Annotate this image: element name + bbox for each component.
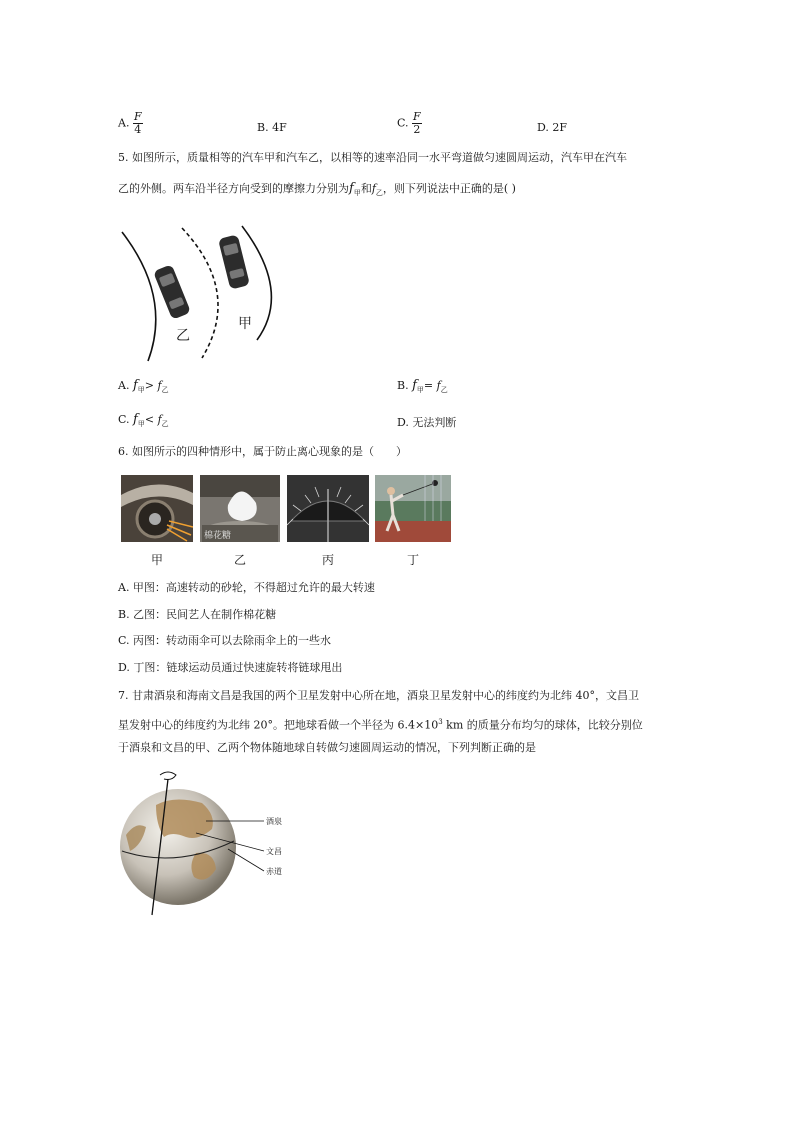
text: km 的质量分布均匀的球体，比较分别位 [442, 718, 643, 732]
cotton-candy-sign: 棉花糖 [204, 531, 232, 541]
q6-option-a[interactable]: A. 甲图：高速转动的砂轮，不得超过允许的最大转速 [118, 581, 375, 594]
rotation-arrow-icon [160, 772, 176, 780]
superscript: 3 [438, 718, 443, 726]
umbrella-image [287, 475, 369, 542]
relation: < [144, 413, 155, 426]
q5-option-c[interactable] [118, 412, 169, 429]
q4-option-d[interactable] [537, 121, 567, 134]
f-symbol: f [349, 181, 354, 196]
option-label: A. [118, 379, 130, 392]
q7-question-line2 [118, 715, 643, 733]
q6-option-c[interactable]: C. 丙图：转动雨伞可以去除雨伞上的一些水 [118, 634, 332, 647]
caption-yi: 乙 [233, 553, 246, 567]
option-label: A. [118, 116, 130, 130]
text: 乙的外侧。两车沿半径方向受到的摩擦力分别为 [118, 182, 349, 195]
q7-question-line3: 于酒泉和文昌的甲、乙两个物体随地球自转做匀速圆周运动的情况，下列判断正确的是 [118, 741, 536, 754]
subscript: 乙 [440, 386, 448, 395]
label-equator: 赤道 [266, 867, 282, 876]
car-yi-icon [153, 264, 191, 320]
subscript: 甲 [137, 420, 145, 429]
f-symbol: f [157, 413, 162, 426]
photo-hammer-throw [375, 475, 451, 542]
subscript: 甲 [416, 386, 424, 395]
curve-road-figure [114, 222, 282, 366]
q4-option-c[interactable] [397, 111, 422, 136]
q6-option-d[interactable]: D. 丁图：链球运动员通过快速旋转将链球甩出 [118, 661, 343, 674]
option-label: D. [397, 416, 409, 429]
caption-jia: 甲 [150, 553, 163, 567]
text: 和 [360, 182, 372, 195]
q5-option-a[interactable] [118, 378, 169, 395]
text: ，则下列说法中正确的是( ) [382, 182, 516, 195]
grinding-wheel-image [121, 475, 193, 542]
numerator: F [133, 110, 142, 123]
hammer-throw-image [375, 475, 451, 542]
subscript: 甲 [353, 189, 361, 198]
photo-cotton-candy [200, 475, 280, 542]
option-text: B. 4F [257, 121, 287, 134]
q5-question-line1: 5. 如图所示，质量相等的汽车甲和汽车乙，以相等的速率沿同一水平弯道做匀速圆周运动，汽车甲在汽车 [118, 151, 627, 164]
inner-road-edge [122, 232, 156, 361]
photo-umbrella [287, 475, 369, 542]
q5-option-b[interactable] [397, 378, 448, 395]
f-symbol: f [436, 379, 441, 392]
label-jiuquan: 酒泉 [266, 817, 282, 826]
option-text: D. 2F [537, 121, 568, 134]
car-label-yi: 乙 [176, 328, 190, 344]
option-label: B. [397, 379, 409, 392]
f-symbol: f [412, 378, 417, 393]
fraction-f-over-4 [133, 111, 143, 136]
globe-figure [116, 765, 276, 925]
option-label: C. [118, 413, 130, 426]
denominator: 4 [134, 123, 142, 136]
subscript: 乙 [375, 189, 383, 198]
f-symbol: f [133, 412, 138, 427]
q7-question-line1: 7. 甘肃酒泉和海南文昌是我国的两个卫星发射中心所在地，酒泉卫星发射中心的纬度约为北纬 40°，文昌卫 [118, 689, 639, 702]
fraction-f-over-2 [412, 111, 422, 136]
q4-option-a[interactable] [118, 111, 143, 136]
subscript: 甲 [137, 386, 145, 395]
caption-ding: 丁 [406, 553, 419, 567]
numerator: F [413, 110, 421, 123]
f-symbol: f [132, 378, 138, 393]
f-symbol: f [371, 182, 376, 195]
relation: > [144, 379, 154, 392]
q5-question-line2 [118, 182, 516, 200]
denominator: 2 [413, 123, 421, 136]
q4-option-b[interactable] [257, 121, 287, 134]
label-wenchang: 文昌 [266, 847, 282, 856]
car-label-jia: 甲 [238, 316, 252, 332]
subscript: 乙 [161, 420, 169, 429]
q6-question-line1: 6. 如图所示的四种情形中，属于防止离心现象的是（ ） [118, 445, 407, 458]
car-jia-icon [218, 234, 250, 289]
q6-option-b[interactable]: B. 乙图：民间艺人在制作棉花糖 [118, 608, 277, 621]
subscript: 乙 [161, 386, 169, 395]
f-symbol: f [157, 379, 162, 392]
photo-grinding-wheel [121, 475, 193, 542]
text: 星发射中心的纬度约为北纬 20°。把地球看做一个半径为 6.4×10 [118, 718, 439, 732]
relation: = [423, 379, 434, 392]
caption-bing: 丙 [321, 553, 334, 567]
option-label: C. [397, 116, 409, 130]
q5-option-d[interactable] [397, 414, 456, 430]
option-text: 无法判断 [412, 416, 457, 429]
